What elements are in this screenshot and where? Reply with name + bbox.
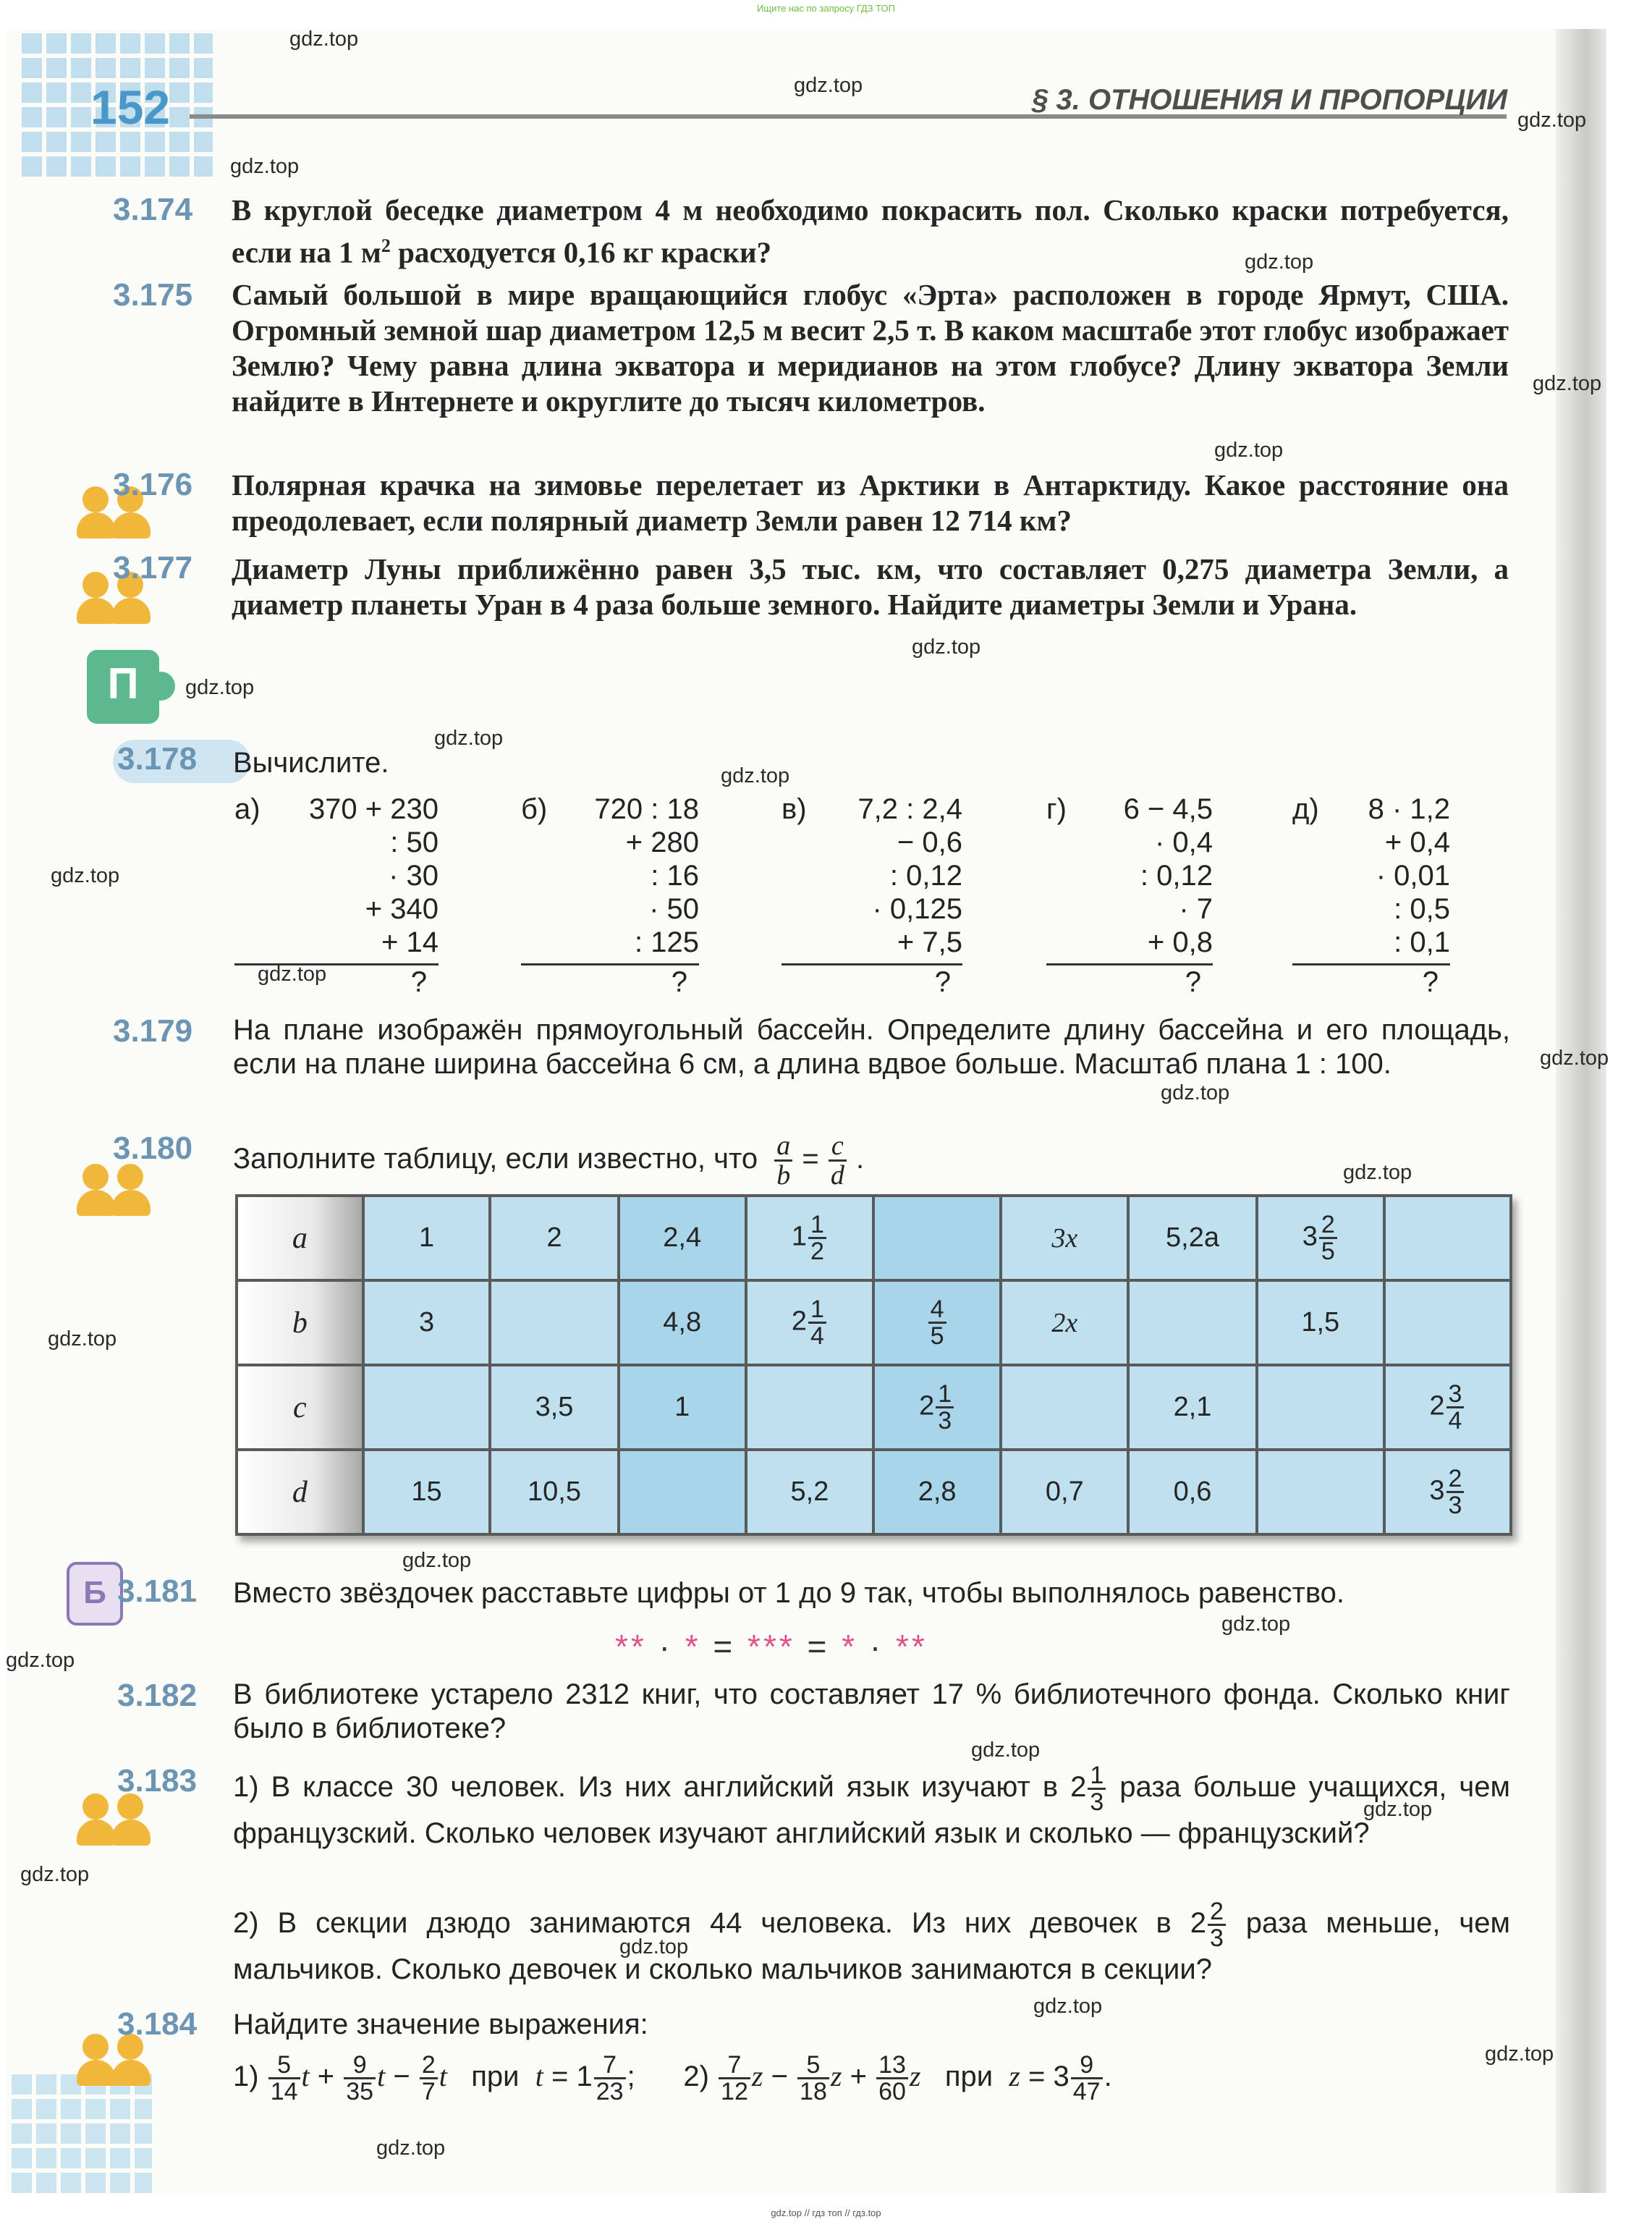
calc-column — [1046, 793, 1213, 999]
problem-text: Самый большой в мире вращающийся глобус «Эрта» расположен в городе Ярмут, США. Огромный земной шар диаметром 12,5 м весит 2,5 т. В каком масштабе этот глобус изображает Землю? Чему равна длина экватора и меридианов на этом глобусе? Длину экватора Земли найдите в Интернете и округлите до тысяч километров. — [232, 278, 1509, 418]
watermark: gdz.top — [230, 155, 300, 178]
calc-row: + 7,5 — [897, 926, 962, 958]
table-cell: 1 — [619, 1365, 746, 1450]
problem-text: Вычислите. — [233, 747, 389, 779]
calc-label: а) — [234, 793, 260, 825]
calc-row: + 14 — [381, 926, 439, 958]
calc-row: · 0,01 — [1376, 860, 1450, 892]
table-cell — [1257, 1365, 1384, 1450]
table-cell — [1384, 1196, 1511, 1280]
watermark: gdz.top — [1221, 1613, 1291, 1636]
problem-number: 3.179 — [113, 1013, 193, 1049]
calc-column — [781, 793, 962, 999]
table-cell: 3 $\frac{2}{5}$ — [1257, 1196, 1384, 1280]
calc-result: ? — [934, 966, 951, 998]
watermark: gdz.top — [51, 864, 120, 887]
calc-label: б) — [521, 793, 548, 825]
table-cell — [1128, 1280, 1256, 1365]
page-number: 152 — [90, 80, 171, 134]
table-cell: 2,1 — [1128, 1365, 1256, 1450]
watermark: gdz.top — [258, 963, 327, 986]
calc-row: 7,2 : 2,4 — [857, 793, 962, 825]
pair-work-icon — [75, 1793, 153, 1847]
calc-row: 8 · 1,2 — [1368, 793, 1450, 825]
table-cell: 2,8 — [873, 1450, 1001, 1534]
table-cell — [746, 1365, 873, 1450]
calc-row: : 0,12 — [889, 860, 962, 892]
problem-text: Диаметр Луны приближённо равен 3,5 тыс. км, что составляет 0,275 диаметра Земли, а диаметр планеты Уран в 4 раза больше земного. Найдите диаметры Земли и Урана. — [232, 552, 1509, 621]
table-cell: 1 — [363, 1196, 491, 1280]
watermark: gdz.top — [185, 676, 255, 699]
watermark: gdz.top — [1343, 1161, 1412, 1184]
watermark: gdz.top — [721, 764, 790, 787]
problem-number: 3.177 — [113, 550, 193, 586]
problem-text: На плане изображён прямоугольный бассейн. Определите длину бассейна и его площадь, если на плане ширина бассейна 6 см, а длина вдвое больше. Масштаб плана 1 : 100. — [233, 1014, 1510, 1080]
watermark: gdz.top — [912, 635, 981, 659]
page-edge-shadow — [1556, 29, 1606, 2193]
section-title: § 3. ОТНОШЕНИЯ И ПРОПОРЦИИ — [1032, 84, 1507, 116]
problem-number: 3.181 — [117, 1573, 198, 1609]
calc-row: · 50 — [649, 893, 699, 925]
watermark: gdz.top — [619, 1935, 689, 1958]
proportion-table — [235, 1194, 1512, 1536]
problem-text: Заполните таблицу, если известно, что $\frac{a}{b}$ = $\frac{c}{d}$ . — [233, 1131, 865, 1191]
problem-number: 3.178 — [117, 741, 198, 777]
calc-result: ? — [1422, 966, 1439, 998]
table-cell: 2 $\frac{3}{4}$ — [1384, 1365, 1511, 1450]
table-cell: 4,8 — [619, 1280, 746, 1365]
calc-row: 370 + 230 — [308, 793, 439, 825]
calc-row: · 0,4 — [1154, 827, 1213, 858]
table-cell: 0,6 — [1128, 1450, 1256, 1534]
watermark: gdz.top — [1245, 250, 1314, 274]
calc-result: ? — [1185, 966, 1201, 998]
superscript: 2 — [381, 235, 391, 256]
calc-label: г) — [1046, 793, 1067, 825]
calc-row: · 0,125 — [872, 893, 962, 925]
watermark: gdz.top — [1540, 1047, 1609, 1070]
problem-text: Полярная крачка на зимовье перелетает из Арктики в Антарктиду. Какое расстояние она преодолевает, если полярный диаметр Земли равен 12 714 км? — [232, 468, 1509, 537]
table-cell: 5,2 — [746, 1450, 873, 1534]
problem-text: 2) В секции дзюдо занимаются 44 человека. Из них девочек в 2 $\frac{2}{3}$ раза меньше, чем мальчиков. Сколько девочек и сколько мальчиков занимаются в секции? — [233, 1898, 1510, 1985]
watermark: gdz.top — [434, 727, 504, 750]
bonus-icon: Б — [67, 1562, 123, 1626]
calc-row: 6 − 4,5 — [1123, 793, 1213, 825]
problem-text: В библиотеке устарело 2312 книг, что составляет 17 % библиотечного фонда. Сколько книг было в библиотеке? — [233, 1678, 1510, 1744]
calc-row: : 0,12 — [1140, 860, 1213, 892]
calc-row: + 0,8 — [1147, 926, 1213, 958]
problem-text: В круглой беседке диаметром 4 м необходимо покрасить пол. Сколько краски потребуется, если на 1 $м^2$ расходуется 0,16 кг краски? — [232, 193, 1509, 269]
pair-work-icon — [75, 1164, 153, 1217]
watermark: gdz.top — [1533, 372, 1602, 395]
table-cell: 2x — [1001, 1280, 1128, 1365]
problem-text: Найдите значение выражения: — [233, 2008, 648, 2040]
problem-number: 3.182 — [117, 1678, 198, 1713]
watermark: gdz.top — [1214, 439, 1284, 462]
problem-number: 3.180 — [113, 1131, 193, 1166]
calc-row: : 16 — [651, 860, 699, 892]
row-header: a — [237, 1196, 363, 1280]
calc-result: ? — [410, 966, 427, 998]
calc-label: д) — [1292, 793, 1319, 825]
table-cell: 1 $\frac{1}{2}$ — [746, 1196, 873, 1280]
problem-number: 3.176 — [113, 467, 193, 502]
problem-number: 3.183 — [117, 1763, 198, 1799]
watermark: gdz.top — [794, 74, 863, 97]
watermark: gdz.top — [6, 1649, 75, 1672]
table-cell — [1001, 1365, 1128, 1450]
calc-column — [234, 793, 439, 999]
bottom-banner: gdz.top // гдз топ // гдз.top — [771, 2207, 881, 2218]
expressions: 1) $\frac{5}{14}$ t + $\frac{9}{35}$ t − $\frac{2}{7}$ t при t = 1 $\frac{7}{23}$ ; 2) $\frac{7}{12}$ z − $\frac{5}{18}$ z + $\frac{13}{60}$ z при z = 3 $\frac{9}{47}$ . — [233, 2051, 1112, 2105]
problem-number: 3.174 — [113, 192, 193, 227]
calc-label: в) — [781, 793, 807, 825]
table-cell — [490, 1280, 618, 1365]
row-header: d — [237, 1450, 363, 1534]
calc-row: : 0,1 — [1394, 926, 1450, 958]
watermark: gdz.top — [289, 28, 359, 51]
problem-number: 3.175 — [113, 277, 193, 313]
star-equation: ** · * = *** = * · ** — [615, 1628, 928, 1665]
table-cell: 3 — [363, 1280, 491, 1365]
table-cell: 3,5 — [490, 1365, 618, 1450]
calc-row: + 340 — [365, 893, 439, 925]
watermark: gdz.top — [971, 1738, 1041, 1762]
table-row-d — [237, 1450, 1511, 1534]
watermark: gdz.top — [1161, 1081, 1230, 1104]
problem-number: 3.184 — [117, 2006, 198, 2042]
table-cell — [1384, 1280, 1511, 1365]
calc-result: ? — [671, 966, 687, 998]
calc-column — [521, 793, 699, 999]
calc-row: : 50 — [390, 827, 439, 858]
calc-row: 720 : 18 — [594, 793, 699, 825]
table-cell — [363, 1365, 491, 1450]
watermark: gdz.top — [402, 1549, 472, 1572]
table-row-b — [237, 1280, 1511, 1365]
table-cell: 2 $\frac{1}{3}$ — [873, 1365, 1001, 1450]
table-cell — [1257, 1450, 1384, 1534]
table-row-c — [237, 1365, 1511, 1450]
table-cell: 1,5 — [1257, 1280, 1384, 1365]
table-cell: 2 — [490, 1196, 618, 1280]
watermark: gdz.top — [1485, 2042, 1554, 2066]
table-cell: 2 $\frac{1}{4}$ — [746, 1280, 873, 1365]
watermark: gdz.top — [1033, 1995, 1103, 2018]
table-cell — [619, 1450, 746, 1534]
table-cell: 10,5 — [490, 1450, 618, 1534]
table-cell: 2,4 — [619, 1196, 746, 1280]
table-cell: 15 — [363, 1450, 491, 1534]
calc-row: · 30 — [389, 860, 439, 892]
calc-column — [1292, 793, 1450, 999]
calc-row: + 280 — [625, 827, 699, 858]
problem-text: Вместо звёздочек расставьте цифры от 1 до 9 так, чтобы выполнялось равенство. — [233, 1577, 1344, 1609]
watermark: gdz.top — [48, 1327, 117, 1351]
calc-row: − 0,6 — [897, 827, 962, 858]
calc-row: + 0,4 — [1384, 827, 1450, 858]
row-header: b — [237, 1280, 363, 1365]
practice-puzzle-icon: П — [87, 650, 159, 724]
table-cell: 3x — [1001, 1196, 1128, 1280]
calc-row: · 7 — [1179, 893, 1213, 925]
row-header: c — [237, 1365, 363, 1450]
watermark: gdz.top — [376, 2137, 446, 2160]
top-banner: Ищите нас по запросу ГДЗ ТОП — [757, 3, 895, 14]
table-cell: 3 $\frac{2}{3}$ — [1384, 1450, 1511, 1534]
table-cell: $\frac{4}{5}$ — [873, 1280, 1001, 1365]
watermark: gdz.top — [1517, 109, 1587, 132]
watermark: gdz.top — [20, 1863, 90, 1886]
watermark: gdz.top — [1363, 1798, 1433, 1821]
corner-squares-decoration-bottom — [7, 2070, 152, 2193]
table-row-a — [237, 1196, 1511, 1280]
table-cell: 5,2a — [1128, 1196, 1256, 1280]
problem-text: 1) В классе 30 человек. Из них английский язык изучают в 2 $\frac{1}{3}$ раза больше учащихся, чем французский. Сколько человек изучают английский язык и сколько — французский? — [233, 1762, 1510, 1849]
calc-row: : 0,5 — [1394, 893, 1450, 925]
calc-row: : 125 — [635, 926, 699, 958]
table-cell — [873, 1196, 1001, 1280]
table-cell: 0,7 — [1001, 1450, 1128, 1534]
